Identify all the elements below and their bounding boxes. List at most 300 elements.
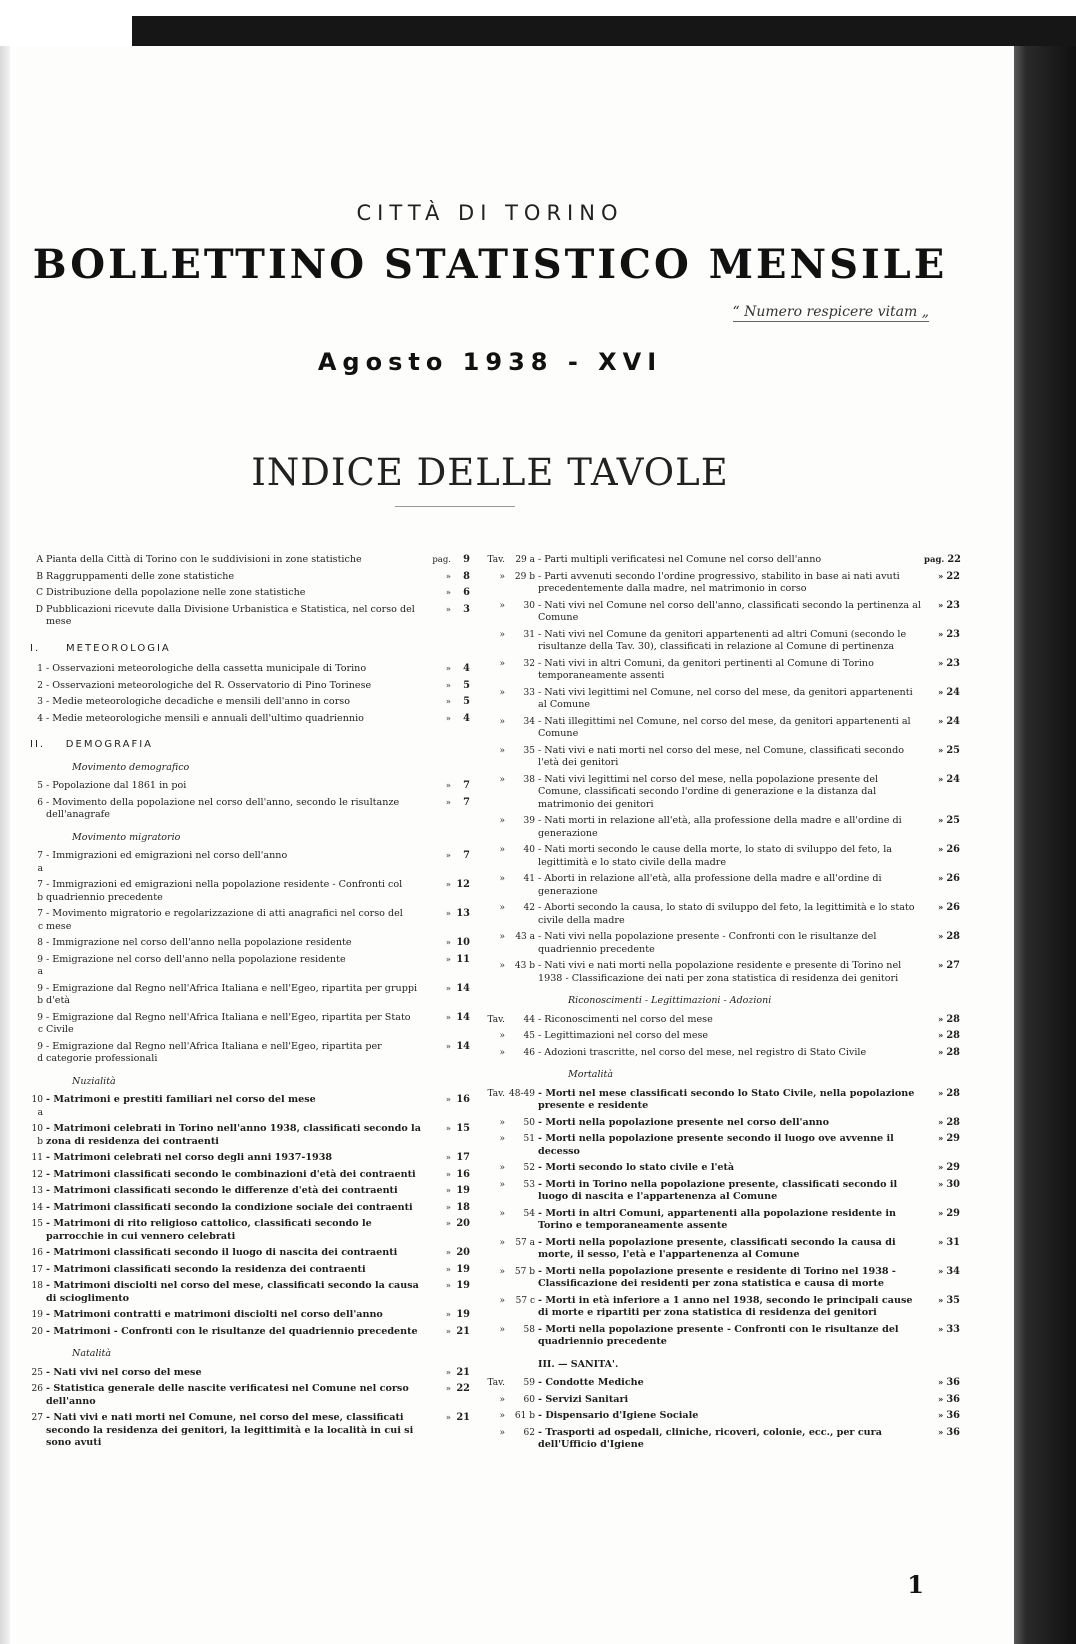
page-prefix: »	[445, 1326, 451, 1337]
page-ref: 10	[456, 937, 470, 948]
page-number-value: 26	[946, 902, 960, 913]
index-entry	[30, 1185, 470, 1198]
table-ref: 9 c	[37, 1012, 43, 1035]
page-ref	[924, 1030, 960, 1043]
page-ref: 11	[456, 953, 470, 965]
page-prefix: »	[938, 1088, 944, 1099]
table-ref: 40	[523, 845, 535, 855]
tav-label: Tav.	[487, 1014, 505, 1025]
page-ref	[924, 1427, 960, 1440]
table-ref: 25	[31, 1367, 43, 1378]
page-prefix: »	[445, 1310, 451, 1320]
page-number-value: 28	[946, 1046, 960, 1058]
entry-title: - Nati vivi nel Comune nel corso dell'anno, classificati secondo la pertinenza al Comune	[538, 599, 921, 623]
page-number-value: 28	[946, 1116, 960, 1128]
page-prefix: »	[938, 845, 944, 855]
index-entry	[30, 954, 470, 979]
index-entry	[478, 815, 960, 840]
index-entry	[478, 1088, 960, 1113]
table-ref: 61 b	[514, 1411, 535, 1421]
entry-title: - Movimento della popolazione nel corso dell'anno, secondo le risultanze dell'anagrafe	[46, 796, 400, 820]
entry-title: - Aborti secondo la causa, lo stato di sviluppo del feto, la legittimità e lo stato civile della madre	[538, 902, 915, 926]
entry-title: - Statistica generale delle nascite verificatesi nel Comune nel corso dell'anno	[46, 1383, 409, 1407]
entry-title: - Nati vivi legittimi nel Comune, nel corso del mese, da genitori appartenenti al Comune	[538, 686, 913, 710]
page-ref: 4	[463, 712, 470, 724]
index-entry	[478, 687, 960, 712]
entry-title: - Aborti in relazione all'età, alla professione della madre e all'ordine di generazione	[538, 873, 882, 897]
page-number-value: 27	[946, 960, 960, 971]
index-left-column	[30, 554, 470, 1454]
index-entry	[30, 1123, 470, 1148]
page-number-value: 23	[946, 599, 960, 611]
index-entry	[478, 1014, 960, 1027]
page-ref: 9	[463, 554, 470, 565]
table-ref: 7 c	[37, 909, 43, 932]
entry-title: - Immigrazione nel corso dell'anno nella popolazione residente	[46, 937, 352, 948]
table-ref: 39	[523, 816, 535, 826]
page-prefix: »	[445, 713, 451, 724]
index-entry	[478, 844, 960, 869]
table-ref: 1	[37, 664, 43, 674]
entry-title: - Nati vivi e nati morti nel corso del mese, nel Comune, classificati secondo l'età dei genitori	[538, 744, 905, 768]
page-ref	[924, 1410, 960, 1423]
page-ref: 17	[456, 1152, 470, 1163]
page-prefix: »	[445, 680, 451, 691]
page-ref: 7	[463, 850, 470, 861]
page-ref: 19	[456, 1280, 470, 1291]
table-ref: 34	[523, 716, 535, 727]
entry-title: - Nati morti in relazione all'età, alla professione della madre e all'ordine di generazione	[538, 815, 902, 839]
table-ref: 50	[523, 1117, 535, 1128]
table-ref: 7 b	[37, 880, 43, 903]
table-ref: 16	[31, 1248, 43, 1258]
section-heading-meteorologia: I. METEOROLOGIA	[30, 642, 171, 654]
page-ref	[924, 1117, 960, 1130]
entry-title: - Matrimoni - Confronti con le risultanze del quadriennio precedente	[46, 1325, 418, 1337]
page-number-value: 29	[946, 1162, 960, 1173]
table-ref: 52	[523, 1163, 535, 1173]
subheading-nuzialita: Nuzialità	[72, 1075, 116, 1087]
table-ref: 11	[31, 1153, 43, 1163]
entry-title: - Immigrazioni ed emigrazioni nel corso dell'anno	[46, 850, 288, 861]
page-ref: 12	[456, 879, 470, 890]
table-ref: 17	[31, 1264, 43, 1275]
page-prefix: »	[445, 938, 451, 948]
page-prefix: »	[938, 1134, 944, 1144]
index-entry	[30, 850, 470, 875]
tav-label: Tav.	[487, 1088, 505, 1099]
page-ref	[924, 1324, 960, 1337]
page-prefix: »	[445, 1248, 451, 1258]
entry-title: - Matrimoni classificati secondo la condizione sociale dei contraenti	[46, 1201, 413, 1213]
entry-title: - Nati vivi nel Comune da genitori appartenenti ad altri Comuni (secondo le risultanze della Tav. 30), classificati in relazione al Comune di pertinenza	[538, 628, 907, 652]
page-prefix: »	[938, 1163, 944, 1173]
entry-title: - Morti nel mese classificati secondo lo Stato Civile, nella popolazione presente e residente	[538, 1087, 915, 1111]
page-ref	[924, 774, 960, 787]
page-ref: 4	[463, 663, 470, 674]
page-prefix: »	[445, 1169, 451, 1180]
index-entry	[478, 1179, 960, 1204]
entry-title: Pianta della Città di Torino con le suddivisioni in zone statistiche	[46, 554, 362, 565]
entry-title: - Condotte Mediche	[538, 1377, 644, 1388]
tav-label: »	[499, 1047, 505, 1058]
page-prefix: »	[445, 1124, 451, 1134]
index-entry	[478, 1162, 960, 1175]
index-entry	[30, 1280, 470, 1305]
page-ref	[924, 902, 960, 915]
page-prefix: »	[445, 851, 451, 861]
page-ref	[924, 554, 960, 567]
page-number-value: 36	[946, 1393, 960, 1405]
table-ref: 62	[523, 1427, 535, 1438]
page-ref	[924, 716, 960, 729]
page-number-value: 25	[946, 744, 960, 756]
entry-title: - Dispensario d'Igiene Sociale	[538, 1410, 699, 1421]
index-entry	[30, 713, 470, 726]
index-entry	[478, 716, 960, 741]
page-prefix: »	[445, 1367, 451, 1378]
entry-title: - Osservazioni meteorologiche del R. Osservatorio di Pino Torinese	[46, 679, 372, 691]
page-number-value: 23	[946, 657, 960, 669]
tav-label: Tav.	[487, 555, 505, 565]
page-ref: 19	[456, 1185, 470, 1196]
tav-label: Tav.	[487, 1378, 505, 1388]
page-ref: 20	[456, 1247, 470, 1258]
page-ref: 3	[463, 603, 470, 615]
page-prefix: »	[938, 816, 944, 826]
table-ref: 46	[523, 1047, 535, 1058]
entry-title: - Osservazioni meteorologiche della cassetta municipale di Torino	[46, 663, 367, 674]
entry-title: - Matrimoni classificati secondo le differenze d'età dei contraenti	[46, 1185, 398, 1196]
page-prefix: »	[938, 1411, 944, 1421]
page-ref: 14	[456, 1040, 470, 1052]
index-entry	[30, 1152, 470, 1165]
table-ref: D	[35, 604, 43, 615]
page-number-value: 36	[946, 1410, 960, 1421]
tav-label: »	[499, 1237, 505, 1248]
index-entry	[478, 1208, 960, 1233]
entry-title: - Parti avvenuti secondo l'ordine progressivo, stabilito in base ai nati avuti precedentemente dalla madre, nel matrimonio in corso	[538, 570, 900, 594]
page-prefix: »	[445, 1219, 451, 1229]
entry-title: - Medie meteorologiche mensili e annuali dell'ultimo quadriennio	[46, 712, 364, 724]
entry-title: - Nati vivi e nati morti nella popolazione residente e presente di Torino nel 1938 - Classificazione dei nati per zona statistica di residenza dei genitori	[538, 960, 902, 984]
table-ref: B	[36, 571, 43, 582]
entry-title: - Nati morti secondo le cause della morte, lo stato di sviluppo del feto, la legittimità e lo stato civile della madre	[538, 844, 893, 868]
index-right-column	[478, 554, 960, 1456]
index-entry	[478, 1394, 960, 1407]
page-number-value: 22	[946, 570, 960, 582]
page-ref	[924, 629, 960, 642]
tav-label: »	[499, 774, 505, 785]
table-ref: 26	[31, 1384, 43, 1394]
subheading-natalita: Natalità	[72, 1348, 112, 1359]
table-ref: 57 c	[515, 1295, 535, 1306]
table-ref: 7 a	[37, 851, 43, 874]
index-entry	[478, 658, 960, 683]
index-entry	[478, 600, 960, 625]
table-ref: 6	[37, 797, 43, 808]
page-prefix: »	[445, 1012, 451, 1023]
page-ref	[924, 687, 960, 700]
entry-title: - Popolazione dal 1861 in poi	[46, 780, 187, 791]
page-ref	[924, 1014, 960, 1027]
tav-label: »	[499, 1163, 505, 1173]
index-entry	[30, 780, 470, 793]
page-ref	[924, 844, 960, 857]
index-entry	[30, 879, 470, 904]
table-ref: 9 a	[37, 954, 43, 977]
section-heading-sanita: III. — SANITA'.	[538, 1358, 619, 1370]
index-entry	[30, 1412, 470, 1450]
table-ref: 48-49	[509, 1088, 535, 1099]
table-ref: 60	[523, 1394, 535, 1405]
page-number-value: 36	[946, 1377, 960, 1388]
page-number-value: 30	[946, 1178, 960, 1190]
table-ref: 15	[31, 1219, 43, 1229]
tav-label: »	[499, 600, 505, 611]
entry-title: - Morti nella popolazione presente secondo il luogo ove avvenne il decesso	[538, 1133, 894, 1157]
index-entry	[30, 1012, 470, 1037]
index-entry	[478, 1266, 960, 1291]
page-ref	[924, 1266, 960, 1279]
table-ref: 45	[523, 1031, 535, 1041]
page-ref: 19	[456, 1309, 470, 1320]
page-ref	[924, 1133, 960, 1146]
page-ref	[924, 571, 960, 584]
page-prefix: »	[938, 687, 944, 698]
index-entry	[30, 1202, 470, 1215]
page-prefix: pag.	[432, 555, 451, 565]
index-entry	[478, 774, 960, 812]
index-title: INDICE DELLE TAVOLE	[251, 451, 729, 494]
page-ref: 22	[456, 1383, 470, 1394]
subheading-mortalita: Mortalità	[568, 1069, 614, 1080]
page-ref	[924, 1377, 960, 1390]
issue-date: Agosto 1938 - XVI	[317, 348, 663, 376]
index-entry	[478, 745, 960, 770]
page-number-value: 28	[946, 1087, 960, 1099]
tav-label: »	[499, 932, 505, 942]
table-ref: 18	[31, 1281, 43, 1291]
page-number: 1	[907, 1570, 924, 1599]
entry-title: - Matrimoni celebrati in Torino nell'anno 1938, classificati secondo la zona di residenza dei contraenti	[46, 1123, 421, 1147]
page-ref: 19	[456, 1263, 470, 1275]
page-prefix: »	[445, 909, 451, 919]
page-prefix: »	[445, 1413, 451, 1423]
tav-label: »	[499, 1394, 505, 1405]
tav-label: »	[499, 816, 505, 826]
page-prefix: »	[938, 1031, 944, 1041]
index-entry	[478, 873, 960, 898]
section-heading-demografia: II. DEMOGRAFIA	[30, 739, 153, 750]
index-entry	[30, 663, 470, 676]
subheading-movimento-migratorio: Movimento migratorio	[72, 831, 181, 843]
page-ref: 21	[456, 1366, 470, 1378]
table-ref: 29 a	[515, 555, 535, 565]
tav-label: »	[499, 1324, 505, 1335]
table-ref: 57 b	[514, 1266, 535, 1277]
tav-label: »	[499, 1266, 505, 1277]
index-entry	[30, 908, 470, 933]
page-number-value: 26	[946, 844, 960, 855]
table-ref: 58	[523, 1324, 535, 1335]
page-ref	[924, 658, 960, 671]
page-ref	[924, 815, 960, 828]
page-ref: 5	[463, 696, 470, 707]
entry-title: - Matrimoni classificati secondo le combinazioni d'età dei contraenti	[46, 1168, 416, 1180]
table-ref: 9 b	[37, 983, 43, 1006]
index-entry	[478, 1427, 960, 1452]
table-ref: 5	[37, 781, 43, 791]
page-prefix: »	[938, 629, 944, 640]
page-prefix: »	[938, 1295, 944, 1306]
page-number-value: 25	[946, 815, 960, 826]
page-ref: 13	[456, 908, 470, 919]
page-prefix: »	[445, 781, 451, 791]
page-number-value: 34	[946, 1265, 960, 1277]
page-prefix: »	[938, 1378, 944, 1388]
entry-title: - Matrimoni di rito religioso cattolico, classificati secondo le parrocchie in cui vennero celebrati	[46, 1218, 372, 1242]
page-ref: 14	[456, 1011, 470, 1023]
index-entry	[478, 1324, 960, 1349]
entry-title: - Morti nella popolazione presente, classificati secondo la causa di morte, il sesso, l'età e l'appartenenza al Comune	[538, 1236, 896, 1260]
page-prefix: »	[445, 797, 451, 808]
page-prefix: »	[445, 1186, 451, 1196]
tav-label: »	[499, 1179, 505, 1190]
index-entry	[30, 680, 470, 693]
tav-label: »	[499, 1411, 505, 1421]
tav-label: »	[499, 629, 505, 640]
page-ref	[924, 931, 960, 944]
entry-title: Distribuzione della popolazione nelle zone statistiche	[46, 587, 306, 598]
page-prefix: »	[445, 954, 451, 965]
tav-label: »	[499, 745, 505, 756]
entry-title: - Emigrazione dal Regno nell'Africa Italiana e nell'Egeo, ripartita per categorie professionali	[46, 1040, 382, 1064]
entry-title: - Nati vivi nel corso del mese	[46, 1366, 202, 1378]
page-prefix: »	[445, 664, 451, 674]
entry-title: - Medie meteorologiche decadiche e mensili dell'anno in corso	[46, 696, 350, 707]
entry-title: - Nati vivi in altri Comuni, da genitori pertinenti al Comune di Torino temporaneamente assenti	[538, 657, 874, 681]
page-prefix: »	[445, 1153, 451, 1163]
table-ref: 57 a	[515, 1237, 535, 1248]
table-ref: 54	[523, 1208, 535, 1219]
index-entry	[30, 797, 470, 822]
tav-label: »	[499, 1427, 505, 1438]
page-prefix: »	[938, 961, 944, 971]
table-ref: 44	[523, 1014, 535, 1025]
page-prefix: »	[938, 745, 944, 756]
tav-label: »	[499, 903, 505, 913]
table-ref: 38	[523, 774, 535, 785]
index-entry	[478, 931, 960, 956]
table-ref: 10 b	[31, 1124, 43, 1147]
tav-label: »	[499, 571, 505, 582]
page-ref: 7	[463, 780, 470, 791]
entry-title: Pubblicazioni ricevute dalla Divisione Urbanistica e Statistica, nel corso del mese	[46, 603, 415, 627]
entry-title: - Matrimoni disciolti nel corso del mese, classificati secondo la causa di scioglimento	[46, 1280, 419, 1304]
page-ref	[924, 600, 960, 613]
page-prefix: »	[445, 1264, 451, 1275]
page-number-value: 36	[946, 1426, 960, 1438]
page-prefix: »	[445, 1095, 451, 1105]
index-entry	[30, 696, 470, 709]
entry-title: - Adozioni trascritte, nel corso del mese, nel registro di Stato Civile	[538, 1046, 867, 1058]
entry-title: - Matrimoni classificati secondo la residenza dei contraenti	[46, 1263, 366, 1275]
page-prefix: »	[938, 932, 944, 942]
table-ref: 53	[523, 1179, 535, 1190]
page-prefix: »	[938, 1047, 944, 1058]
table-ref: 43 a	[515, 932, 535, 942]
index-entry	[30, 1326, 470, 1339]
index-entry	[30, 1264, 470, 1277]
page-prefix: »	[938, 658, 944, 669]
tav-label: »	[499, 1208, 505, 1219]
page-prefix: »	[445, 1281, 451, 1291]
page-prefix: »	[938, 1237, 944, 1248]
index-entry	[30, 604, 470, 629]
city-heading: CITTÀ DI TORINO	[356, 201, 624, 225]
page-prefix: »	[938, 1179, 944, 1190]
page-prefix: »	[445, 1202, 451, 1213]
index-entry	[30, 937, 470, 950]
entry-title: - Morti in altri Comuni, appartenenti alla popolazione residente in Torino e temporaneamente assente	[538, 1207, 897, 1231]
page-number-value: 24	[946, 715, 960, 727]
entry-title: - Matrimoni e prestiti familiari nel corso del mese	[46, 1094, 316, 1105]
tav-label: »	[499, 1295, 505, 1306]
entry-title: - Matrimoni contratti e matrimoni disciolti nel corso dell'anno	[46, 1309, 383, 1320]
entry-title: - Nati vivi nella popolazione presente - Confronti con le risultanze del quadriennio precedente	[538, 931, 877, 955]
page-prefix: pag.	[924, 555, 945, 565]
page-number-value: 24	[946, 686, 960, 698]
page-number-value: 28	[946, 931, 960, 942]
page-number-value: 22	[947, 554, 961, 565]
entry-title: - Morti in Torino nella popolazione presente, classificati secondo il luogo di nascita e l'appartenenza al Comune	[538, 1178, 898, 1202]
page-ref	[924, 1237, 960, 1250]
table-ref: 35	[523, 745, 535, 756]
index-entry	[478, 1237, 960, 1262]
table-ref: 31	[523, 629, 535, 640]
tav-label: »	[499, 1117, 505, 1128]
index-entry	[478, 1047, 960, 1060]
page-ref: 16	[456, 1094, 470, 1105]
table-ref: 27	[31, 1413, 43, 1423]
page-prefix: »	[938, 903, 944, 913]
tav-label: »	[499, 961, 505, 971]
page-prefix: »	[938, 1427, 944, 1438]
entry-title: - Emigrazione dal Regno nell'Africa Italiana e nell'Egeo, ripartita per Stato Civile	[46, 1011, 411, 1035]
page-ref: 8	[463, 570, 470, 582]
page-number-value: 23	[946, 628, 960, 640]
page-number-value: 26	[946, 873, 960, 884]
page-ref	[924, 1088, 960, 1101]
entry-title: - Matrimoni classificati secondo il luogo di nascita dei contraenti	[46, 1247, 398, 1258]
page-prefix: »	[445, 880, 451, 890]
page-prefix: »	[938, 1208, 944, 1219]
tav-label: »	[499, 716, 505, 727]
table-ref: 19	[31, 1310, 43, 1320]
page-ref: 7	[463, 796, 470, 808]
entry-title: - Emigrazione dal Regno nell'Africa Italiana e nell'Egeo, ripartita per gruppi d'età	[46, 982, 418, 1006]
page-prefix: »	[938, 1117, 944, 1128]
page-prefix: »	[445, 604, 451, 615]
index-entry	[478, 1117, 960, 1130]
index-entry	[30, 571, 470, 584]
tav-label: »	[499, 658, 505, 669]
table-ref: 43 b	[514, 961, 535, 971]
page-number-value: 29	[946, 1207, 960, 1219]
page-prefix: »	[938, 716, 944, 727]
entry-title: - Trasporti ad ospedali, cliniche, ricoveri, colonie, ecc., per cura dell'Ufficio d'Igiene	[538, 1426, 882, 1450]
